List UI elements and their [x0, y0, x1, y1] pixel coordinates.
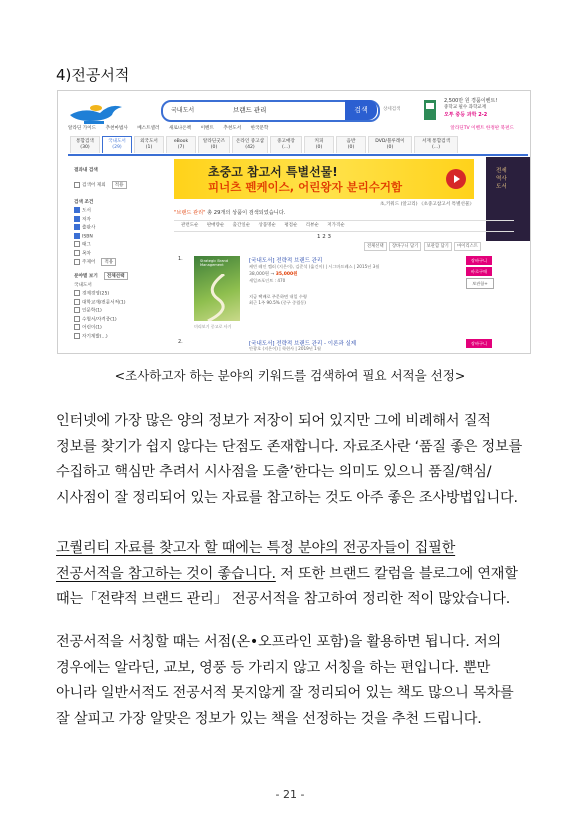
sidebar-heading: 분야별 보기 — [74, 274, 98, 279]
tab-dvd[interactable]: DVD/블루레이 (0) — [368, 136, 412, 153]
result-keyword: "브랜드 관리" — [174, 210, 206, 216]
price-old: 38,000원 — [249, 272, 270, 277]
condition-label: 목차 — [82, 251, 91, 256]
sort-option[interactable]: 관련도순 — [181, 223, 199, 228]
condition-checkbox[interactable] — [74, 224, 80, 230]
tab-used-store[interactable]: 중고매장 (...) — [270, 136, 302, 153]
side-poster-text: 전세 역사 도서 — [496, 168, 507, 190]
book-cover[interactable] — [194, 256, 240, 321]
tab-coffee[interactable]: 커피 (0) — [304, 136, 334, 153]
tab-domestic-books[interactable]: 국내도서 (29) — [102, 136, 132, 153]
exclude-label: 검색어 제외 — [82, 183, 106, 188]
category-checkbox[interactable] — [74, 324, 80, 330]
sort-option[interactable]: 저가격순 — [327, 223, 345, 228]
select-all-items-button[interactable]: 전체선택 — [364, 242, 387, 251]
tab-goods[interactable]: 알라딘굿즈 (0) — [198, 136, 230, 153]
paragraph-2-rest: 저 또한 브랜드 칼럼을 블로그에 연재할 때는「전략적 브랜드 관리」 전공서적을 참고하여 정리한 적이 많았습니다. — [56, 565, 518, 607]
sidebar-heading: 검색 조건 — [74, 200, 94, 205]
condition-checkbox[interactable] — [74, 241, 80, 247]
condition-label: 도서 — [82, 208, 91, 214]
tab-all[interactable]: 통합검색 (30) — [70, 136, 100, 153]
detail-search-link[interactable]: 상세검색 — [383, 107, 401, 112]
magic-lamp-logo-icon — [66, 97, 128, 125]
price-new: 35,000원 — [275, 272, 298, 277]
delivery-info: 지금 택배로 주문하면 내일 수령 — [249, 294, 307, 299]
notice-text: 초,키워드 (알고리) 《초중고참고서 특별선물》 — [379, 202, 474, 207]
category-checkbox[interactable] — [74, 290, 80, 296]
condition-label: 저자 — [82, 217, 91, 222]
menu-item[interactable]: 추천도서 — [223, 126, 242, 131]
sort-option[interactable]: 상품명순 — [258, 223, 276, 228]
category-label[interactable]: 어린이(1) — [82, 325, 102, 331]
sort-option[interactable]: 리뷰순 — [305, 223, 319, 228]
menu-item[interactable]: 새로나온책 — [168, 126, 192, 131]
my-list-button[interactable]: 마이리스트 — [454, 242, 481, 251]
item-number: 2. — [178, 339, 183, 345]
bookstore-screenshot — [57, 90, 531, 354]
item-title[interactable]: [국내도서] 전략적 브랜드 관리 - 이론과 실제 — [249, 341, 357, 347]
category-label[interactable]: 수험서/자격증(1) — [82, 317, 117, 322]
condition-checkbox[interactable] — [74, 250, 80, 256]
condition-label: 주제어 — [82, 260, 96, 265]
preview-links[interactable]: 미리보기 중고로 사기 — [194, 324, 232, 329]
item-number: 1. — [178, 256, 183, 262]
condition-checkbox[interactable] — [74, 259, 80, 265]
category-checkbox[interactable] — [74, 307, 80, 313]
list-item — [174, 254, 514, 334]
add-to-keep-all-button[interactable]: 보관함 담기 — [424, 242, 452, 251]
keep-button[interactable]: 보관함+ — [466, 278, 494, 289]
condition-checkbox[interactable] — [74, 233, 80, 239]
paragraph-2-underlined: 고퀄리티 자료를 찾고자 할 때에는 특정 분야의 전공자들이 집필한 전공서적을 참고하는 것이 좋습니다. — [56, 540, 456, 582]
category-checkbox[interactable] — [74, 299, 80, 305]
condition-checkbox[interactable] — [74, 216, 80, 222]
tab-used-online[interactable]: 온라인 중고샵 (42) — [232, 136, 268, 153]
item-meta: 안광호 (지은이) | 학현사 | 2019년 1월 — [249, 346, 321, 351]
category-checkbox[interactable] — [74, 316, 80, 322]
delivery-info-2: 최근 1주 90.5% (중구 중림동) — [249, 300, 306, 305]
result-summary — [174, 209, 514, 216]
main-menu — [68, 125, 528, 135]
figure-caption: <조사하고자 하는 분야의 키워드를 검색하여 필요 서적을 선정> — [114, 368, 466, 383]
cart-button[interactable]: 장바구니 — [466, 339, 492, 348]
menu-item[interactable]: 추천마법사 — [105, 126, 128, 131]
category-tabs — [68, 136, 528, 156]
banner-line1: 초중고 참고서 특별선물! — [208, 165, 338, 179]
menu-right-links[interactable]: 알라딘TV 이벤트 한정판 북펀드 — [450, 126, 514, 131]
search-category-select[interactable]: 국내도서 — [171, 107, 195, 114]
result-count: 총 29개의 상품이 검색되었습니다. — [205, 210, 286, 216]
sidebar-heading: 결과내 검색 — [74, 168, 98, 173]
add-to-cart-all-button[interactable]: 장바구니 담기 — [389, 242, 421, 251]
category-head: 국내도서 — [74, 283, 92, 288]
tab-music[interactable]: 음반 (0) — [336, 136, 366, 153]
apply-button[interactable]: 적용 — [112, 181, 127, 189]
sort-bar — [174, 220, 514, 232]
item-price: 38,000원 → 35,000원 — [249, 272, 298, 277]
condition-checkbox[interactable] — [74, 207, 80, 213]
item-title[interactable]: [국내도서] 전략적 브랜드 관리 — [249, 258, 323, 264]
top-ad[interactable] — [416, 94, 526, 124]
section-title: 4)전공서적 — [56, 66, 130, 84]
filter-sidebar — [74, 161, 164, 353]
search-query: 브랜드 관리 — [233, 106, 267, 114]
category-label[interactable]: 인문학(1) — [82, 308, 102, 314]
list-item — [174, 337, 514, 354]
list-actions — [363, 243, 481, 249]
sort-option[interactable]: 출간일순 — [232, 223, 251, 228]
tab-library[interactable]: 서재 통합검색 (...) — [414, 136, 458, 153]
menu-item[interactable]: 알라딘 가이드 — [68, 126, 97, 131]
play-icon[interactable] — [446, 169, 466, 189]
page-number: - 21 - — [275, 788, 305, 801]
tab-foreign-books[interactable]: 외국도서 (1) — [134, 136, 164, 153]
top-ad-line2: 중학교 필수 과학교재 — [444, 105, 486, 110]
select-all-button[interactable]: 전체선택 — [104, 272, 128, 280]
sort-option[interactable]: 판매량순 — [206, 223, 225, 228]
paragraph-2 — [56, 536, 526, 613]
cover-road-icon — [194, 274, 240, 321]
condition-label: 태그 — [82, 242, 91, 248]
search-button[interactable]: 검색 — [345, 100, 377, 120]
apply-button[interactable]: 적용 — [101, 258, 116, 266]
condition-label: ISBN — [82, 234, 93, 239]
top-ad-line3: 오투 중등 과학 2-2 — [444, 112, 488, 118]
sort-option[interactable]: 평점순 — [284, 223, 298, 228]
promo-banner[interactable] — [174, 159, 474, 199]
pagination[interactable]: 1 2 3 — [317, 234, 331, 240]
category-label[interactable]: 자기계발(...) — [82, 334, 108, 339]
menu-item[interactable]: 한국문학 — [250, 126, 269, 131]
book-ad-icon — [422, 98, 438, 122]
cart-button[interactable]: 장바구니 — [466, 256, 492, 265]
cover-title: Strategic Brand Management — [200, 259, 229, 267]
banner-line2: 피너츠 펜케이스, 어린왕자 분리수거함 — [208, 180, 403, 194]
menu-item[interactable]: 이벤트 — [200, 126, 214, 131]
tab-ebook[interactable]: eBook (7) — [166, 136, 196, 153]
item-meta: 케빈 레인 켈러 (지은이), 김준석 (옮긴이) | 시그마프레스 | 2015년 3월 — [249, 264, 380, 269]
exclude-checkbox[interactable] — [74, 182, 80, 188]
paragraph-1: 인터넷에 가장 많은 양의 정보가 저장이 되어 있지만 그에 비례해서 질적 정보를 찾기가 쉽지 않다는 단점도 존재합니다. 자료조사란 ‘품질 좋은 정보를 수집하고 핵심만 추려서 시사점을 도출’한다는 의미도 있으니 품질/핵심/시사점이 잘 정리되어 있는 자료를 참고하는 것도 아주 좋은 조사방법입니다. — [56, 413, 523, 506]
paragraph-3: 전공서적을 서칭할 때는 서점(온•오프라인 포함)을 활용하면 됩니다. 저의 경우에는 알라딘, 교보, 영풍 등 가리지 않고 서칭을 하는 편입니다. 뿐만 아니라 일반서적도 전공서적 못지않게 잘 정리되어 있는 책도 많으니 목차를 잘 살피고 가장 알맞은 정보가 있는 책을 선정하는 것을 추천 드립니다. — [56, 634, 514, 727]
sales-point: 세일즈포인트 : 470 — [249, 278, 286, 283]
category-checkbox[interactable] — [74, 333, 80, 339]
condition-label: 출판사 — [82, 225, 96, 231]
menu-item[interactable]: 베스트셀러 — [137, 126, 160, 131]
top-ad-line1: 2,500만 원 경품이벤트! — [444, 98, 498, 104]
category-label[interactable]: 경제경영(25) — [82, 291, 110, 297]
buy-now-button[interactable]: 바로구매 — [466, 267, 492, 276]
category-label[interactable]: 대학교재/전문서적(1) — [82, 300, 126, 305]
